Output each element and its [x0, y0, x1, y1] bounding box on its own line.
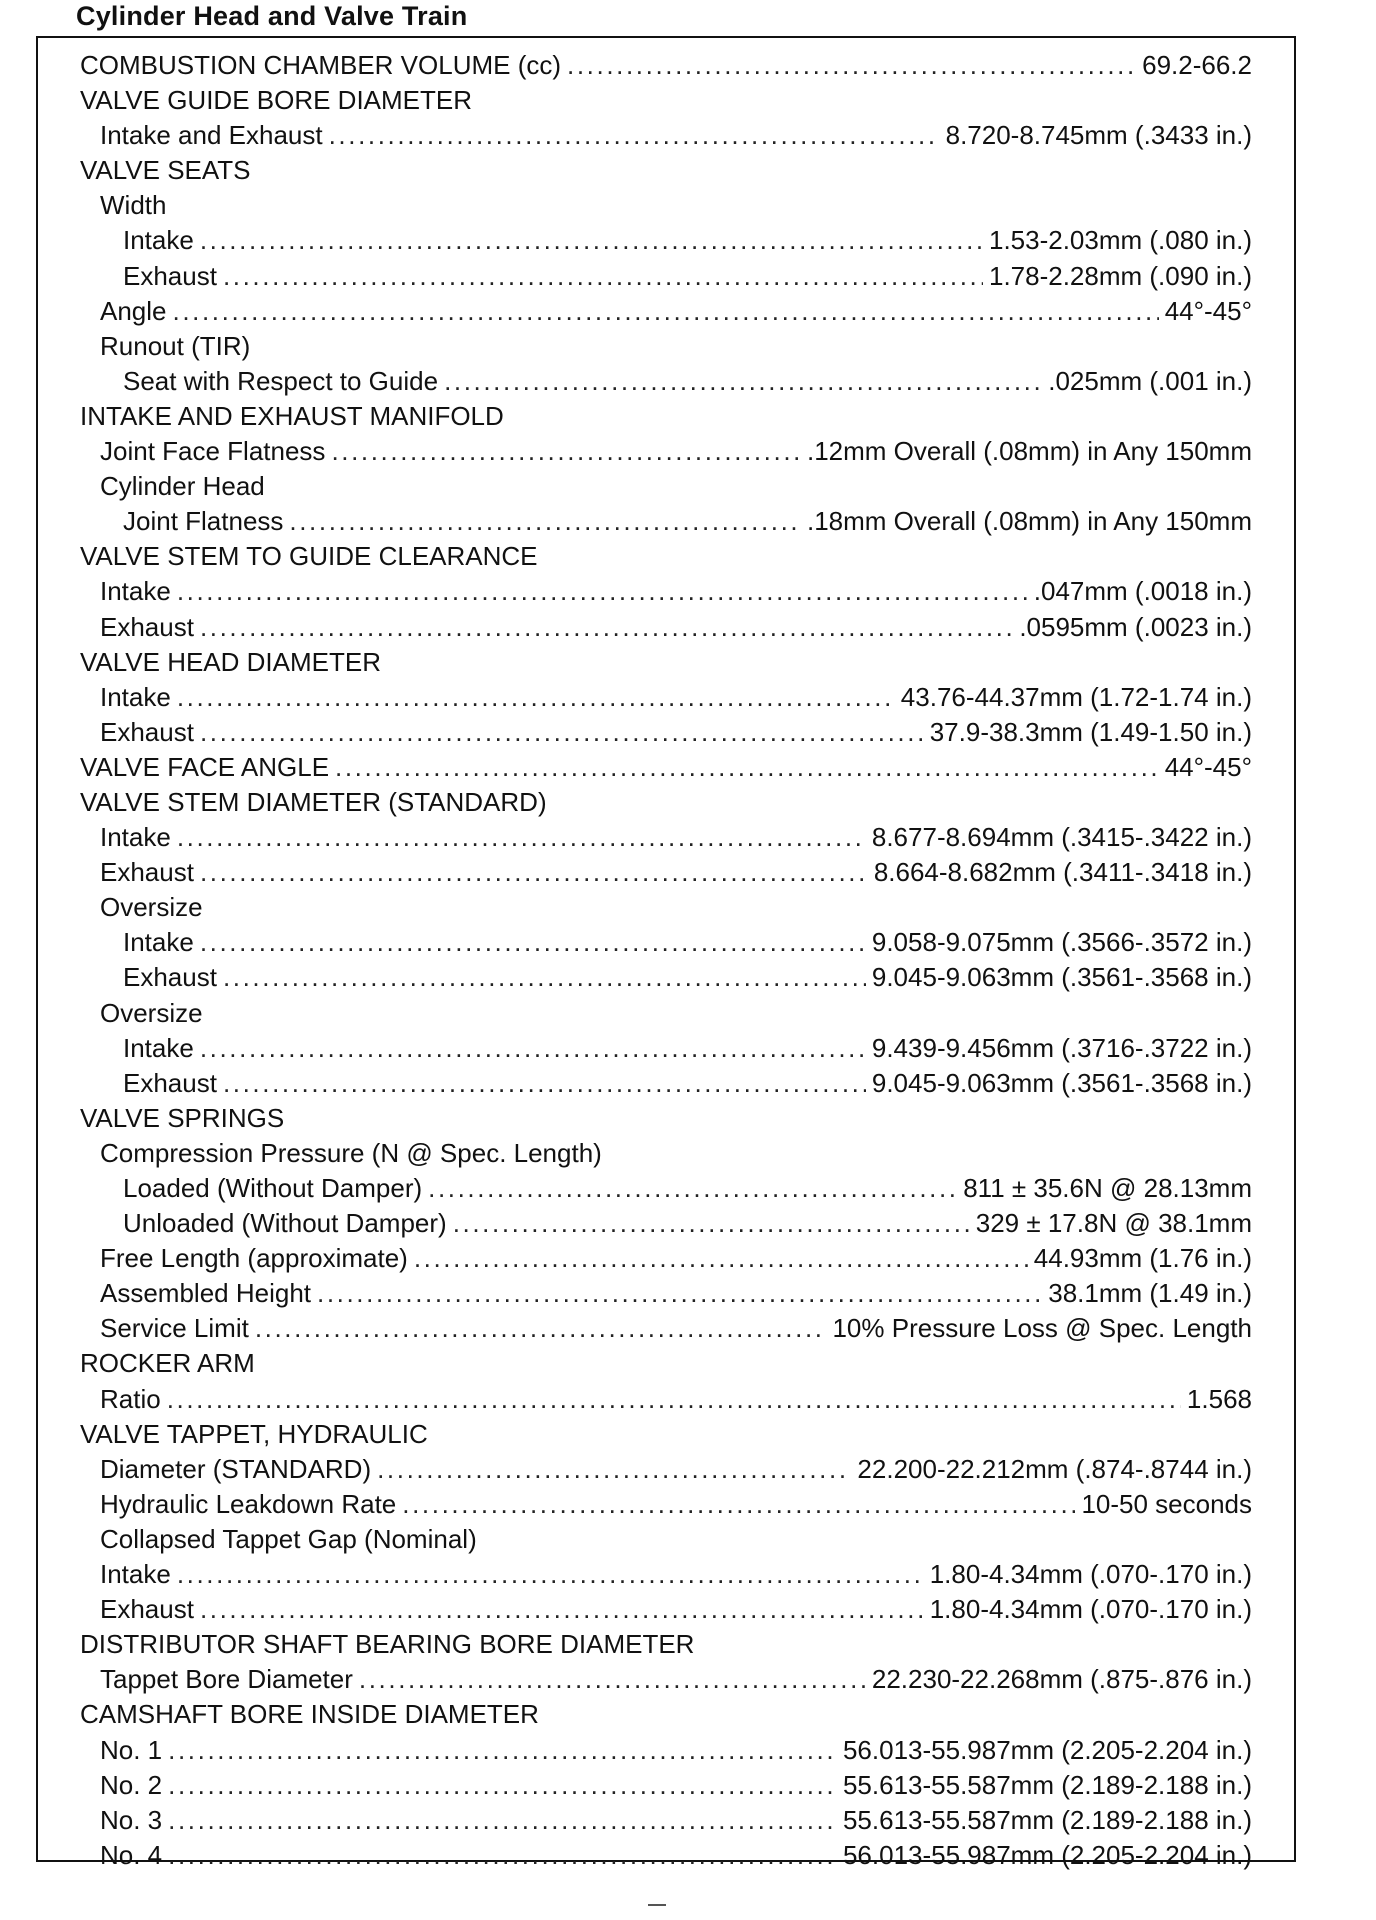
spec-row	[80, 1031, 1252, 1066]
spec-label: Intake	[100, 576, 171, 607]
dot-leader	[402, 1487, 1075, 1522]
spec-heading	[80, 1346, 1252, 1381]
spec-label: Tappet Bore Diameter	[100, 1664, 353, 1695]
spec-value: 8.720-8.745mm (.3433 in.)	[945, 120, 1252, 151]
spec-label: CAMSHAFT BORE INSIDE DIAMETER	[80, 1699, 539, 1730]
spec-label: Joint Face Flatness	[100, 436, 326, 467]
dot-leader	[329, 118, 940, 153]
spec-label: VALVE HEAD DIAMETER	[80, 646, 381, 677]
spec-label: Angle	[100, 295, 167, 326]
spec-label: Intake and Exhaust	[100, 120, 323, 151]
dot-leader	[200, 223, 983, 258]
spec-label: Exhaust	[100, 857, 194, 888]
spec-value: 9.045-9.063mm (.3561-.3568 in.)	[871, 1067, 1252, 1098]
spec-value: 9.439-9.456mm (.3716-.3722 in.)	[871, 1032, 1252, 1063]
dot-leader	[444, 364, 1042, 399]
spec-heading	[80, 1627, 1252, 1662]
spec-row	[80, 1487, 1252, 1522]
spec-row	[80, 48, 1252, 83]
spec-label: COMBUSTION CHAMBER VOLUME (cc)	[80, 50, 562, 80]
spec-label: Intake	[100, 822, 171, 853]
spec-label: Compression Pressure (N @ Spec. Length)	[100, 1137, 602, 1168]
spec-heading	[80, 188, 1252, 223]
dot-leader	[223, 259, 983, 294]
spec-row	[80, 259, 1252, 294]
spec-label: No. 3	[100, 1804, 163, 1835]
spec-label: Intake	[100, 1559, 171, 1590]
spec-row	[80, 1838, 1252, 1873]
spec-value: 9.045-9.063mm (.3561-.3568 in.)	[871, 962, 1252, 993]
page-title: Cylinder Head and Valve Train	[76, 1, 468, 31]
spec-value: .047mm (.0018 in.)	[1033, 576, 1252, 607]
spec-row	[80, 610, 1252, 645]
spec-label: Intake	[123, 927, 194, 958]
spec-label: Collapsed Tappet Gap (Nominal)	[100, 1523, 477, 1554]
spec-label: Runout (TIR)	[100, 330, 251, 361]
spec-label: Exhaust	[123, 260, 217, 291]
spec-heading	[80, 469, 1252, 504]
spec-value: 55.613-55.587mm (2.189-2.188 in.)	[842, 1769, 1252, 1800]
spec-label: VALVE FACE ANGLE	[80, 751, 330, 782]
spec-label: Assembled Height	[100, 1278, 311, 1309]
spec-row	[80, 1768, 1252, 1803]
spec-row	[80, 855, 1252, 890]
spec-value: 69.2-66.2	[1142, 50, 1252, 80]
spec-heading	[80, 83, 1252, 118]
dot-leader	[177, 1557, 924, 1592]
dot-leader	[177, 574, 1028, 609]
spec-row	[80, 820, 1252, 855]
spec-heading	[80, 1522, 1252, 1557]
spec-heading	[80, 1101, 1252, 1136]
spec-value: .12mm Overall (.08mm) in Any 150mm	[806, 436, 1252, 467]
spec-label: Exhaust	[123, 962, 217, 993]
spec-heading	[80, 329, 1252, 364]
spec-row	[80, 574, 1252, 609]
spec-row	[80, 223, 1252, 258]
spec-label: VALVE GUIDE BORE DIAMETER	[80, 85, 473, 116]
spec-heading	[80, 1136, 1252, 1171]
spec-label: No. 1	[100, 1734, 163, 1765]
spec-label: DISTRIBUTOR SHAFT BEARING BORE DIAMETER	[80, 1629, 695, 1660]
spec-row	[80, 1171, 1252, 1206]
spec-label: Diameter (STANDARD)	[100, 1453, 372, 1484]
spec-value: 10% Pressure Loss @ Spec. Length	[832, 1313, 1252, 1344]
dot-leader	[223, 960, 866, 995]
spec-row	[80, 925, 1252, 960]
spec-row	[80, 1803, 1252, 1838]
spec-value: 329 ± 17.8N @ 38.1mm	[975, 1208, 1252, 1239]
dot-leader	[453, 1206, 970, 1241]
spec-label: ROCKER ARM	[80, 1348, 255, 1379]
spec-heading	[80, 539, 1252, 574]
spec-row	[80, 1276, 1252, 1311]
spec-row	[80, 1241, 1252, 1276]
dot-leader	[200, 1592, 924, 1627]
spec-label: VALVE STEM TO GUIDE CLEARANCE	[80, 541, 538, 572]
spec-label: No. 4	[100, 1839, 163, 1870]
dot-leader	[168, 1803, 837, 1838]
spec-value: 1.80-4.34mm (.070-.170 in.)	[929, 1559, 1252, 1590]
spec-label: Oversize	[100, 997, 203, 1028]
spec-value: 22.200-22.212mm (.874-.8744 in.)	[857, 1453, 1252, 1484]
spec-value: 44°-45°	[1164, 751, 1252, 782]
dot-leader	[414, 1241, 1028, 1276]
spec-row	[80, 504, 1252, 539]
spec-row	[80, 715, 1252, 750]
spec-heading	[80, 399, 1252, 434]
spec-label: Width	[100, 190, 167, 221]
spec-label: No. 2	[100, 1769, 163, 1800]
dot-leader	[200, 855, 868, 890]
spec-value: 1.78-2.28mm (.090 in.)	[988, 260, 1252, 291]
spec-row	[80, 1557, 1252, 1592]
spec-value: 56.013-55.987mm (2.205-2.204 in.)	[842, 1839, 1252, 1870]
spec-value: 43.76-44.37mm (1.72-1.74 in.)	[900, 681, 1252, 712]
spec-row	[80, 294, 1252, 329]
spec-row	[80, 364, 1252, 399]
spec-label: VALVE SPRINGS	[80, 1102, 285, 1133]
spec-label: Hydraulic Leakdown Rate	[100, 1488, 397, 1519]
spec-value: .18mm Overall (.08mm) in Any 150mm	[806, 506, 1252, 537]
dot-leader	[168, 1838, 837, 1873]
spec-label: VALVE STEM DIAMETER (STANDARD)	[80, 786, 547, 817]
spec-label: Ratio	[100, 1383, 161, 1414]
page-number-mark	[648, 1904, 666, 1906]
spec-row	[80, 118, 1252, 153]
spec-row	[80, 750, 1252, 785]
spec-value: 44.93mm (1.76 in.)	[1033, 1243, 1252, 1274]
spec-value: 8.677-8.694mm (.3415-.3422 in.)	[871, 822, 1252, 853]
dot-leader	[167, 1382, 1181, 1417]
dot-leader	[200, 925, 866, 960]
spec-row	[80, 1592, 1252, 1627]
spec-value: .025mm (.001 in.)	[1048, 365, 1252, 396]
spec-label: Exhaust	[100, 611, 194, 642]
spec-value: 811 ± 35.6N @ 28.13mm	[963, 1173, 1252, 1203]
dot-leader	[200, 1031, 866, 1066]
spec-value: 44°-45°	[1164, 295, 1252, 326]
spec-row	[80, 1311, 1252, 1346]
dot-leader	[567, 48, 1136, 83]
spec-label: Exhaust	[100, 1594, 194, 1625]
spec-list	[80, 48, 1252, 1873]
spec-label: Joint Flatness	[123, 506, 284, 537]
spec-row	[80, 1382, 1252, 1417]
dot-leader	[168, 1768, 837, 1803]
spec-label: INTAKE AND EXHAUST MANIFOLD	[80, 400, 504, 431]
spec-label: Service Limit	[100, 1313, 249, 1344]
dot-leader	[223, 1066, 866, 1101]
spec-heading	[80, 890, 1252, 925]
spec-row	[80, 1452, 1252, 1487]
spec-label: Intake	[123, 225, 194, 256]
spec-label: Free Length (approximate)	[100, 1243, 408, 1274]
dot-leader	[331, 434, 801, 469]
spec-value: 1.53-2.03mm (.080 in.)	[988, 225, 1252, 256]
dot-leader	[317, 1276, 1042, 1311]
spec-row	[80, 1206, 1252, 1241]
spec-label: Exhaust	[123, 1067, 217, 1098]
dot-leader	[359, 1662, 866, 1697]
spec-label: Exhaust	[100, 716, 194, 747]
spec-row	[80, 680, 1252, 715]
dot-leader	[168, 1733, 837, 1768]
spec-value: 8.664-8.682mm (.3411-.3418 in.)	[873, 857, 1252, 888]
spec-label: VALVE SEATS	[80, 155, 251, 186]
spec-value: 1.568	[1186, 1383, 1252, 1414]
spec-row	[80, 1066, 1252, 1101]
spec-label: Cylinder Head	[100, 471, 265, 502]
dot-leader	[289, 504, 801, 539]
spec-value: 55.613-55.587mm (2.189-2.188 in.)	[842, 1804, 1252, 1835]
spec-value: 10-50 seconds	[1081, 1488, 1252, 1519]
spec-value: .0595mm (.0023 in.)	[1019, 611, 1252, 642]
spec-label: Oversize	[100, 892, 203, 923]
spec-value: 38.1mm (1.49 in.)	[1048, 1278, 1252, 1309]
spec-label: Seat with Respect to Guide	[123, 365, 439, 396]
spec-heading	[80, 153, 1252, 188]
spec-row	[80, 960, 1252, 995]
spec-label: Loaded (Without Damper)	[123, 1173, 423, 1203]
spec-heading	[80, 645, 1252, 680]
spec-label: Intake	[100, 681, 171, 712]
spec-heading	[80, 996, 1252, 1031]
spec-label: Unloaded (Without Damper)	[123, 1208, 447, 1239]
spec-value: 9.058-9.075mm (.3566-.3572 in.)	[871, 927, 1252, 958]
dot-leader	[177, 680, 895, 715]
spec-row	[80, 1662, 1252, 1697]
spec-label: VALVE TAPPET, HYDRAULIC	[80, 1418, 428, 1449]
spec-heading	[80, 1417, 1252, 1452]
spec-heading	[80, 1697, 1252, 1732]
spec-value: 1.80-4.34mm (.070-.170 in.)	[929, 1594, 1252, 1625]
dot-leader	[377, 1452, 851, 1487]
spec-label: Intake	[123, 1032, 194, 1063]
dot-leader	[255, 1311, 827, 1346]
dot-leader	[200, 610, 1013, 645]
dot-leader	[173, 294, 1159, 329]
dot-leader	[428, 1171, 957, 1206]
spec-row	[80, 1733, 1252, 1768]
spec-table-frame	[36, 36, 1296, 1870]
dot-leader	[335, 750, 1159, 785]
spec-value: 22.230-22.268mm (.875-.876 in.)	[871, 1664, 1252, 1695]
dot-leader	[177, 820, 866, 855]
spec-value: 37.9-38.3mm (1.49-1.50 in.)	[929, 716, 1252, 747]
spec-heading	[80, 785, 1252, 820]
spec-value: 56.013-55.987mm (2.205-2.204 in.)	[842, 1734, 1252, 1765]
spec-row	[80, 434, 1252, 469]
dot-leader	[200, 715, 924, 750]
